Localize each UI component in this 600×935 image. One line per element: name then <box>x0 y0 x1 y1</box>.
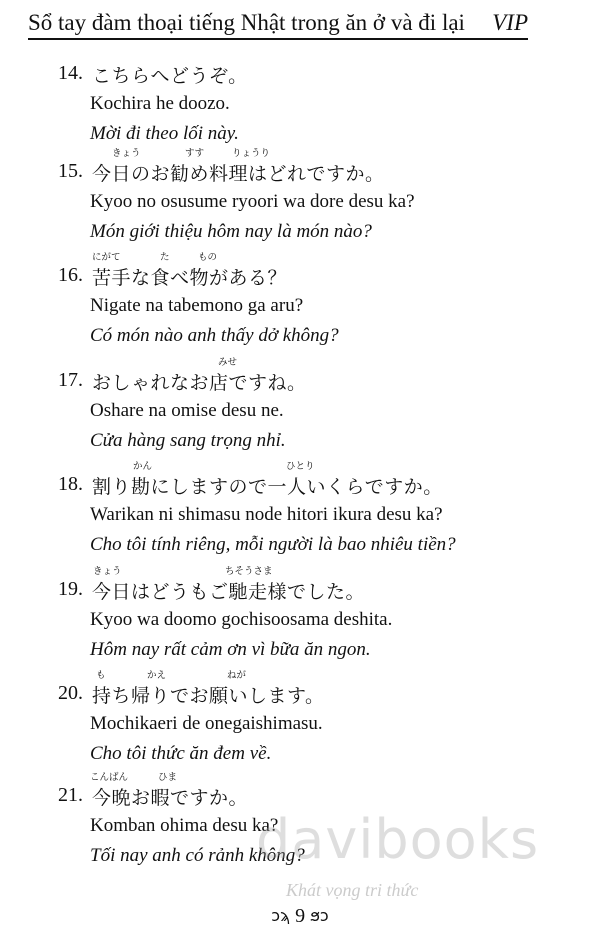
book-title: Sổ tay đàm thoại tiếng Nhật trong ăn ở và đi lại <box>28 10 465 35</box>
furigana: た <box>160 252 170 263</box>
entry-number: 21. <box>58 784 83 806</box>
page-header <box>28 8 528 40</box>
phrase-entry <box>0 62 600 174</box>
furigana: も <box>96 670 106 681</box>
japanese-phrase: 今日はどうもご馳走様でした。 <box>92 581 366 603</box>
furigana: もの <box>198 252 218 263</box>
japanese-phrase: こちらへどうぞ。 <box>92 65 248 87</box>
vietnamese-translation: Có món nào anh thấy dở không? <box>90 325 339 346</box>
entry-number: 18. <box>58 473 83 495</box>
romaji-line: Warikan ni shimasu node hitori ikura desu ka? <box>90 504 443 525</box>
furigana: みせ <box>218 357 238 368</box>
romaji-line: Mochikaeri de onegaishimasu. <box>90 713 323 734</box>
entry-number: 16. <box>58 264 83 286</box>
vietnamese-translation: Món giới thiệu hôm nay là món nào? <box>90 221 372 242</box>
vietnamese-translation: Cho tôi tính riêng, mỗi người là bao nhiêu tiền? <box>90 534 456 555</box>
romaji-line: Kyoo no osusume ryoori wa dore desu ka? <box>90 191 415 212</box>
furigana: きょう <box>112 148 141 159</box>
furigana: ひま <box>158 772 178 783</box>
watermark-tagline: Khát vọng tri thức <box>286 880 419 900</box>
japanese-phrase: 今晩お暇ですか。 <box>92 787 249 809</box>
phrase-entry <box>0 252 600 376</box>
furigana: きょう <box>93 566 122 577</box>
japanese-phrase: おしゃれなお店ですね。 <box>92 372 307 394</box>
furigana: すす <box>185 148 205 159</box>
romaji-line: Kochira he doozo. <box>90 93 230 114</box>
japanese-phrase: 割り勘にしますので一人いくらですか。 <box>92 476 443 498</box>
japanese-phrase: 持ち帰りでお願いします。 <box>92 685 325 707</box>
japanese-phrase: 今日のお勧め料理はどれですか。 <box>92 163 385 185</box>
vietnamese-translation: Hôm nay rất cảm ơn vì bữa ăn ngon. <box>90 639 371 660</box>
ornament-right-icon: ϧↄ <box>310 906 329 925</box>
entry-number: 15. <box>58 160 83 182</box>
japanese-phrase: 苦手な食べ物がある？ <box>92 267 288 289</box>
furigana: にがて <box>92 252 121 263</box>
entry-number: 14. <box>58 62 83 84</box>
phrase-entry <box>0 566 600 690</box>
phrase-entry <box>0 148 600 272</box>
vietnamese-translation: Cho tôi thức ăn đem về. <box>90 743 272 764</box>
romaji-line: Kyoo wa doomo gochisoosama deshita. <box>90 609 393 630</box>
romaji-line: Nigate na tabemono ga aru? <box>90 295 304 316</box>
ornament-left-icon: ↄϡ <box>271 906 291 925</box>
furigana: りょうり <box>232 148 271 159</box>
furigana: ねが <box>227 670 247 681</box>
furigana: ひとり <box>286 461 315 472</box>
furigana: かん <box>133 461 153 472</box>
romaji-line: Oshare na omise desu ne. <box>90 400 284 421</box>
vietnamese-translation: Cửa hàng sang trọng nhỉ. <box>90 430 286 451</box>
entry-number: 19. <box>58 578 83 600</box>
vietnamese-translation: Mời đi theo lối này. <box>90 123 239 144</box>
furigana: こんばん <box>90 772 129 783</box>
entry-number: 17. <box>58 369 83 391</box>
phrase-entry <box>0 461 600 585</box>
watermark-brand: davibooks <box>256 808 540 871</box>
furigana: かえ <box>147 670 167 681</box>
page-footer <box>0 905 600 928</box>
vip-badge: VIP <box>492 10 528 35</box>
romaji-line: Komban ohima desu ka? <box>90 815 279 836</box>
entry-number: 20. <box>58 682 83 704</box>
furigana: ちそうさま <box>225 566 273 577</box>
page-number: 9 <box>295 905 306 927</box>
vietnamese-translation: Tối nay anh có rảnh không? <box>90 845 305 866</box>
